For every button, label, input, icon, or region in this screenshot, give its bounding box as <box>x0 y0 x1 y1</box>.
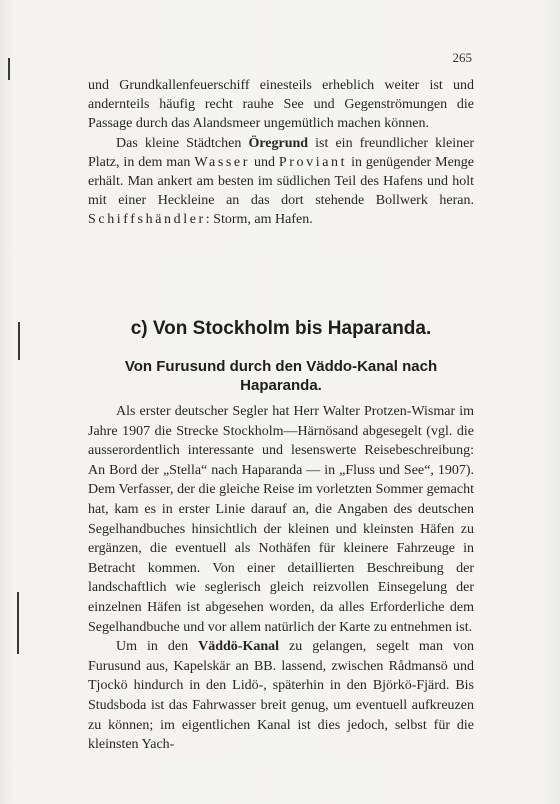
page-number: 265 <box>452 50 472 65</box>
section-title: c) Von Stockholm bis Haparanda. <box>130 318 432 339</box>
spaced-word-wasser: Wasser <box>194 154 251 170</box>
canal-name: Väddö-Kanal <box>198 639 280 655</box>
paragraph-continuation: und Grundkallenfeuerschiff einesteils erheblich weiter ist und andernteils häufig recht rauhe See und Gegenströmungen die Passage durch das Alandsmeer ungemütlich machen können. <box>88 78 474 132</box>
text-block-top <box>88 76 474 230</box>
margin-mark-top <box>8 58 10 80</box>
spaced-word-proviant: Proviant <box>278 154 348 170</box>
sub-title: Von Furusund durch den Väddo-Kanal nach Haparanda. <box>124 358 438 394</box>
paragraph-protzen: Als erster deutscher Segler hat Herr Walter Protzen-Wismar im Jahre 1907 die Strecke Stockholm—Härnösand abgesegelt (vgl. die ausserordentlich interessante und lesenswerte Reisebeschreibung: An Bord der „Stella“ nach Haparanda — in „Fluss und See“, 1907). Dem Verfasser, der die gleiche Reise im vorletzten Sommer gemacht hat, kam es in erster Linie darauf an, die Angaben des deutschen Segelhandbuches hinsichtlich der kleinen und kleinsten Häfen zu ergänzen, die eventuell als Nothäfen für kleinere Fahrzeuge in Betracht kommen. Von einer detaillierten Beschreibung der landschaftlich wie seglerisch gleich reizvollen Einsegelung der einzelnen Häfen ist abgesehen worden, da alles Erforderliche dem Segelhandbuche und vor allem natürlich der Karte zu entnehmen ist. <box>88 404 474 635</box>
text-block-bottom <box>88 402 474 755</box>
spaced-word-schiffshaendler: Schiffshändler <box>88 212 206 228</box>
margin-mark-lower <box>17 592 19 654</box>
paragraph-vaddo: Um in den Väddö-Kanal zu gelangen, segelt man von Furusund aus, Kapelskär an BB. lassend, zwischen Rådmansö und Tjockö hindurch in den Lidö-, späterhin in den Björkö-Fjärd. Bis Studsboda ist das Fahrwasser breit genug, um eventuell aufkreuzen zu können; im eigentlichen Kanal ist dies jedoch, selbst für die kleinsten Yach- <box>88 639 474 753</box>
paragraph-oregrund: Das kleine Städtchen Öregrund ist ein freundlicher kleiner Platz, in dem man Wasser und Proviant in genügender Menge erhält. Man ankert am besten im südlichen Teil des Hafens und holt mit einer Heckleine an das dort stehende Bollwerk heran. Schiffshändler: Storm, am Hafen. <box>88 135 475 228</box>
margin-mark-middle <box>18 322 20 360</box>
place-name: Öregrund <box>248 135 309 151</box>
